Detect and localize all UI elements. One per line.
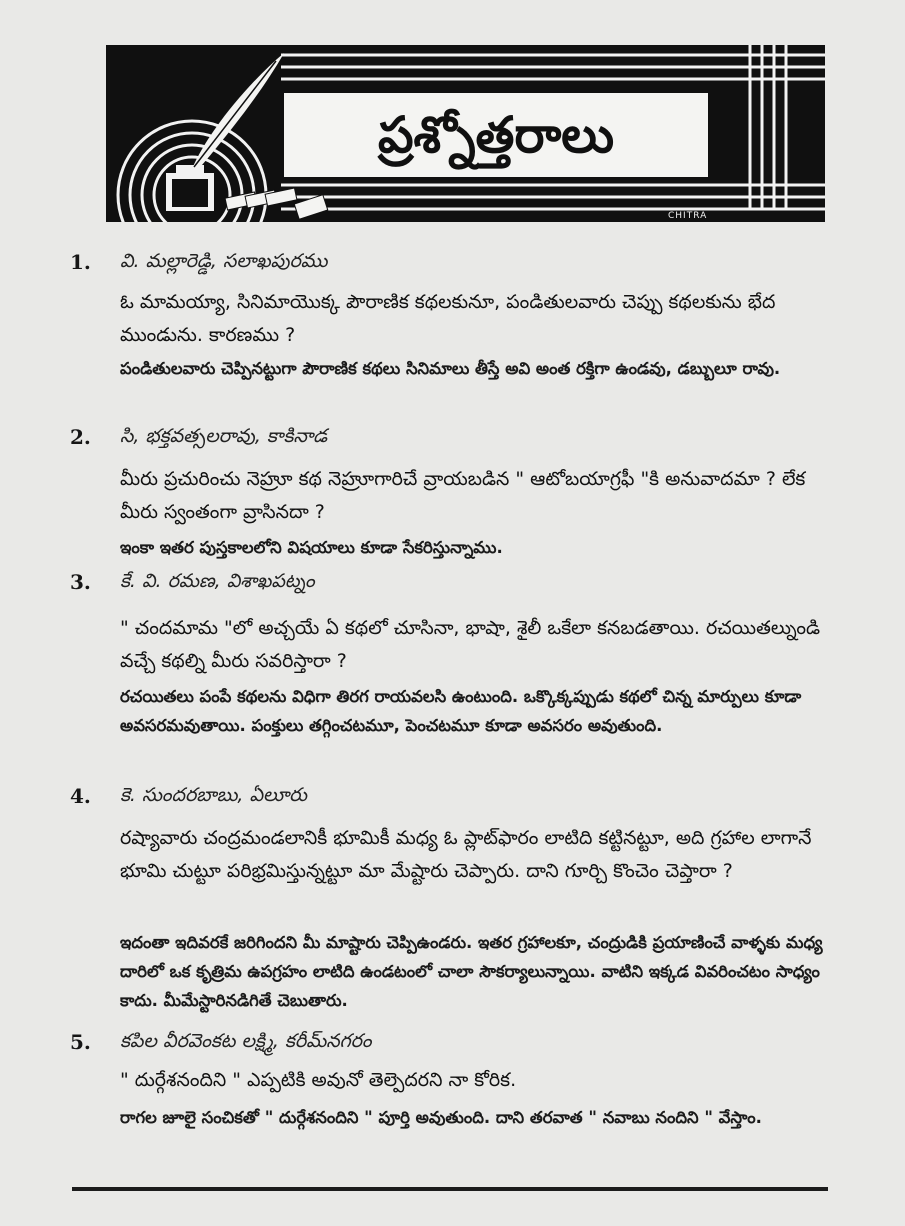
question-text: మీరు ప్రచురించు నెహ్రూ కథ నెహ్రూగారిచే వ్రాయబడిన " ఆటోబయాగ్రఫీ "కి అనువాదమా ? లేక మీరు స్వంతంగా వ్రాసినదా ? [120,468,806,523]
asker-name: కే. వి. రమణ, విశాఖపట్నం [120,570,315,592]
answer-text: రాగల జూలై సంచికతో " దుర్గేశనందిని " పూర్తి అవుతుంది. దాని తరవాత " నవాబు నందిని " వేస్తాం. [120,1108,762,1127]
artist-credit: CHITRA [668,211,708,221]
question-text: " చందమామ "లో అచ్చయే ఏ కథలో చూసినా, భాషా, శైలీ ఒకేలా కనబడతాయి. రచయితల్నుండి వచ్చే కథల్ని మీరు సవరిస్తారా ? [120,617,821,672]
answer-text: రచయితలు పంపే కథలను విధిగా తిరగ రాయవలసి ఉంటుంది. ఒక్కొక్కప్పుడు కథలో చిన్న మార్పులు కూడా అవసరమవుతాయి. పంక్తులు తగ్గించటమూ, పెంచటమూ కూడా అవసరం అవుతుంది. [120,687,802,735]
item-number: 4. [70,784,91,808]
item-number: 3. [70,570,91,594]
asker-name: కె. సుందరబాబు, ఏలూరు [120,784,308,806]
item-number: 1. [70,250,91,274]
asker-name: కపిల వీరవెంకట లక్ష్మి, కరీమ్‌నగరం [120,1030,372,1052]
page-title: ప్రశ్నోత్తరాలు [377,106,615,164]
header-banner [106,45,825,222]
bottom-divider [72,1187,828,1191]
item-number: 5. [70,1030,91,1054]
answer-text: ఇంకా ఇతర పుస్తకాలలోని విషయాలు కూడా సేకరిస్తున్నాము. [120,538,503,557]
item-number: 2. [70,425,91,449]
answer-text: ఇదంతా ఇదివరకే జరిగిందని మీ మాష్టారు చెప్పిఉండరు. ఇతర గ్రహాలకూ, చంద్రుడికి ప్రయాణించే వాళ్ళకు మధ్య దారిలో ఒక కృత్రిమ ఉపగ్రహం లాటిది ఉండటంలో చాలా సౌకర్యాలున్నాయి. వాటిని ఇక్కడ వివరించటం సాధ్యం కాదు. మీమేస్టారినడిగితే చెబుతారు. [120,933,823,1010]
asker-name: సి, భక్తవత్సలరావు, కాకినాడ [120,425,328,447]
asker-name: వి. మల్లారెడ్డి, సలాఖపురము [120,250,328,272]
question-text: " దుర్గేశనందిని " ఎప్పటికి అవునో తెల్పెదరని నా కోరిక. [120,1069,517,1091]
question-text: ఓ మామయ్యా, సినిమాయొక్క పౌరాణిక కథలకునూ, పండితులవారు చెప్పు కథలకును భేద ముండును. కారణము ? [120,291,776,346]
answer-text: పండితులవారు చెప్పినట్టుగా పౌరాణిక కథలు సినిమాలు తీస్తే అవి అంత రక్తిగా ఉండవు, డబ్బులూ రావు. [120,359,781,378]
question-text: రష్యావారు చంద్రమండలానికీ భూమికీ మధ్య ఓ ప్లాట్‌ఫారం లాటిది కట్టినట్టూ, అది గ్రహాల లాగానే భూమి చుట్టూ పరిభ్రమిస్తున్నట్టూ మా మేష్టారు చెప్పారు. దాని గూర్చి కొంచెం చెప్తారా ? [120,827,812,882]
